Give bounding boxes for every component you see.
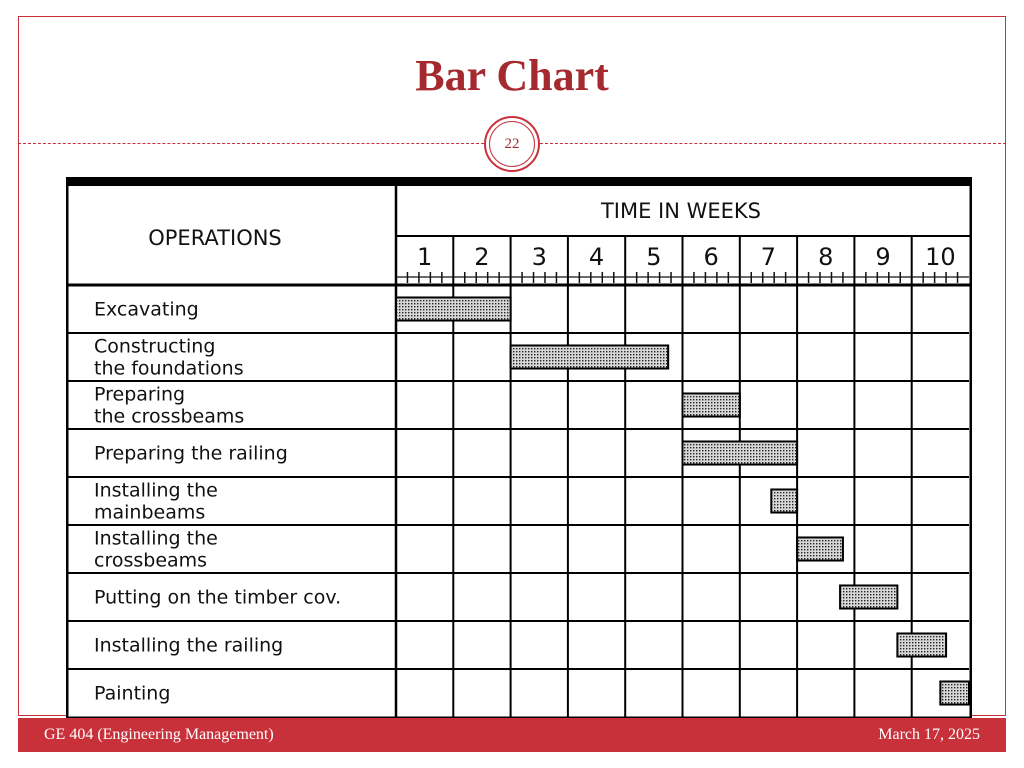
task-label: Installing the railing [94, 634, 284, 657]
week-label: 9 [875, 243, 891, 271]
week-label: 2 [474, 243, 490, 271]
task-bar [683, 393, 740, 416]
task-bar [396, 297, 511, 320]
footer-course: GE 404 (Engineering Management) [44, 726, 274, 743]
slide-footer [18, 718, 1006, 752]
task-bar [797, 537, 843, 560]
week-label: 1 [417, 243, 433, 271]
page-number-badge [484, 116, 540, 172]
week-label: 7 [760, 243, 777, 271]
title-divider-left [18, 143, 484, 144]
task-label: Preparing the railing [94, 442, 288, 465]
task-label: crossbeams [94, 549, 208, 572]
gantt-chart-svg [66, 177, 972, 719]
title-divider-right [540, 143, 1006, 144]
task-label: Painting [94, 682, 171, 705]
time-in-weeks-header: TIME IN WEEKS [600, 199, 762, 223]
page-number: 22 [489, 121, 535, 167]
week-label: 10 [925, 243, 956, 271]
task-bar [771, 489, 797, 512]
task-label: Constructing [94, 335, 216, 358]
task-bar [940, 681, 969, 704]
footer-date: March 17, 2025 [878, 726, 980, 743]
week-label: 8 [818, 243, 834, 271]
task-label: the crossbeams [94, 405, 245, 428]
task-bar [683, 441, 798, 464]
task-label: Putting on the timber cov. [94, 586, 342, 609]
week-label: 3 [531, 243, 547, 271]
task-bar [840, 585, 897, 608]
task-label: Preparing [94, 383, 186, 406]
task-bar [511, 345, 669, 368]
week-label: 6 [703, 243, 719, 271]
task-bar [897, 633, 946, 656]
task-label: mainbeams [94, 501, 206, 524]
task-label: Installing the [94, 527, 218, 550]
task-label: Excavating [94, 298, 199, 321]
week-label: 4 [588, 243, 605, 271]
week-label: 5 [646, 243, 662, 271]
task-label: Installing the [94, 479, 218, 502]
operations-header: OPERATIONS [148, 226, 282, 250]
task-label: the foundations [94, 357, 244, 380]
slide-title: Bar Chart [415, 51, 609, 100]
gantt-chart [66, 177, 972, 719]
chart-top-bar [67, 178, 971, 186]
